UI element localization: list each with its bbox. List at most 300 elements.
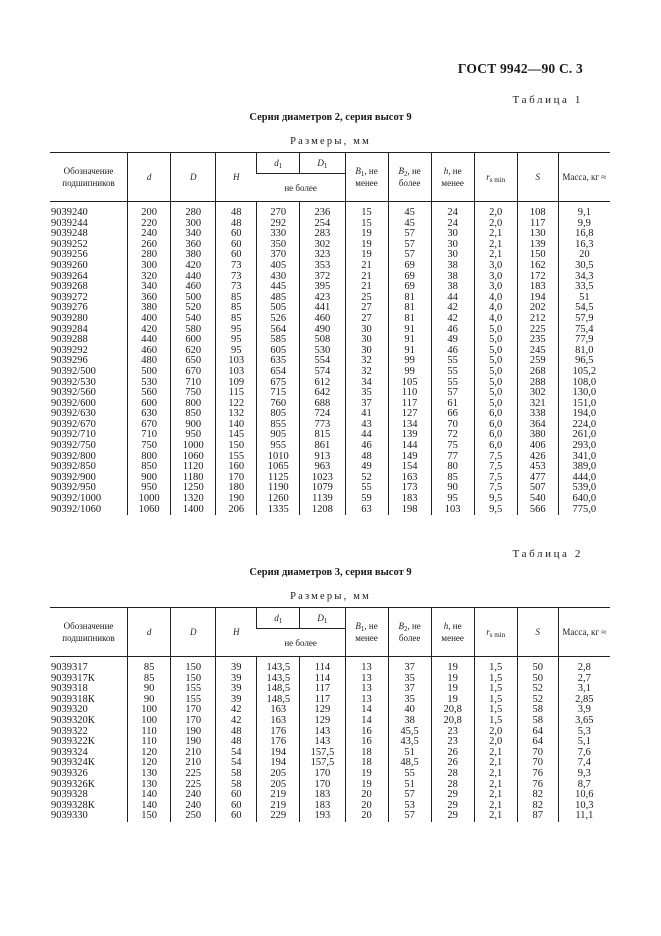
cell-D: 650	[171, 356, 216, 367]
cell-designation: 9039322К	[51, 736, 95, 748]
cell-h: 42	[431, 314, 474, 325]
cell-S: 338	[517, 409, 558, 420]
cell-D1: 236	[300, 208, 345, 219]
cell-d: 130	[128, 769, 171, 780]
cell-d: 630	[128, 409, 171, 420]
cell-B1: 21	[345, 282, 388, 293]
cell-B1: 27	[345, 314, 388, 325]
cell-designation: 90392/710	[51, 429, 96, 441]
cell-S: 150	[517, 250, 558, 261]
cell-D: 170	[171, 705, 216, 716]
cell-D1: 688	[300, 399, 345, 410]
cell-S: 406	[517, 441, 558, 452]
cell-S: 540	[517, 494, 558, 505]
cell-H: 122	[216, 399, 257, 410]
cell-d1: 148,5	[257, 684, 300, 695]
cell-mass: 81,0	[558, 346, 610, 357]
table-row	[50, 250, 610, 261]
cell-rs-min: 5,0	[474, 399, 517, 410]
header-H: H	[216, 608, 257, 657]
cell-d1: 229	[257, 811, 300, 822]
cell-B1: 30	[345, 335, 388, 346]
cell-h: 26	[431, 758, 474, 769]
header-B1: $B_1$, не менее	[345, 608, 388, 657]
cell-designation: 90392/530	[51, 376, 96, 388]
cell-H: 132	[216, 409, 257, 420]
cell-D1: 143	[300, 737, 345, 748]
table-row	[50, 505, 610, 516]
cell-rs-min: 7,5	[474, 473, 517, 484]
cell-h: 42	[431, 303, 474, 314]
cell-d: 150	[128, 811, 171, 822]
cell-mass: 51	[558, 293, 610, 304]
cell-B1: 19	[345, 780, 388, 791]
header-not-more: не более	[257, 629, 345, 657]
cell-H: 60	[216, 240, 257, 251]
cell-H: 58	[216, 780, 257, 791]
cell-D1: 283	[300, 229, 345, 240]
cell-designation: 9039240	[51, 207, 88, 218]
table-row	[50, 325, 610, 336]
cell-D1: 170	[300, 780, 345, 791]
cell-rs-min: 5,0	[474, 325, 517, 336]
table-row	[50, 409, 610, 420]
cell-D1: 114	[300, 674, 345, 685]
cell-mass: 11,1	[558, 811, 610, 822]
cell-B1: 37	[345, 399, 388, 410]
cell-S: 139	[517, 240, 558, 251]
cell-S: 58	[517, 716, 558, 727]
header-B2: $B_2$, не более	[388, 153, 431, 202]
cell-h: 20,8	[431, 716, 474, 727]
cell-B1: 16	[345, 737, 388, 748]
cell-h: 28	[431, 780, 474, 791]
cell-d1: 905	[257, 430, 300, 441]
cell-D: 190	[171, 727, 216, 738]
cell-h: 55	[431, 378, 474, 389]
table-row	[50, 716, 610, 727]
cell-rs-min: 2,1	[474, 811, 517, 822]
header-h: h, не менее	[431, 608, 474, 657]
cell-h: 55	[431, 356, 474, 367]
cell-rs-min: 2,1	[474, 769, 517, 780]
cell-S: 64	[517, 737, 558, 748]
cell-B1: 44	[345, 430, 388, 441]
cell-D: 155	[171, 684, 216, 695]
cell-d: 240	[128, 229, 171, 240]
cell-B1: 25	[345, 293, 388, 304]
cell-d: 110	[128, 727, 171, 738]
cell-mass: 9,3	[558, 769, 610, 780]
cell-designation: 9039320	[51, 704, 88, 716]
cell-B1: 63	[345, 505, 388, 516]
header-mass: Масса, кг ≈	[558, 608, 610, 657]
cell-S: 202	[517, 303, 558, 314]
cell-S: 108	[517, 208, 558, 219]
cell-d1: 194	[257, 758, 300, 769]
cell-rs-min: 7,5	[474, 483, 517, 494]
cell-H: 140	[216, 420, 257, 431]
header-d: d	[128, 153, 171, 202]
cell-H: 48	[216, 219, 257, 230]
cell-S: 52	[517, 684, 558, 695]
cell-S: 76	[517, 780, 558, 791]
cell-d: 420	[128, 325, 171, 336]
cell-S: 194	[517, 293, 558, 304]
cell-B1: 27	[345, 303, 388, 314]
cell-B1: 59	[345, 494, 388, 505]
cell-mass: 7,4	[558, 758, 610, 769]
cell-h: 19	[431, 695, 474, 706]
cell-designation: 9039280	[51, 312, 88, 324]
table-1-units: Размеры, мм	[290, 136, 371, 147]
cell-S: 212	[517, 314, 558, 325]
table-2	[50, 607, 610, 822]
cell-D1: 183	[300, 801, 345, 812]
cell-mass: 640,0	[558, 494, 610, 505]
cell-mass: 151,0	[558, 399, 610, 410]
cell-H: 48	[216, 208, 257, 219]
cell-d1: 143,5	[257, 663, 300, 674]
cell-D: 360	[171, 240, 216, 251]
table-row	[50, 335, 610, 346]
cell-mass: 8,7	[558, 780, 610, 791]
cell-d: 300	[128, 261, 171, 272]
cell-D1: 254	[300, 219, 345, 230]
cell-designation: 90392/600	[51, 397, 96, 409]
cell-B2: 99	[388, 356, 431, 367]
cell-rs-min: 2,1	[474, 780, 517, 791]
cell-D: 1060	[171, 452, 216, 463]
cell-S: 477	[517, 473, 558, 484]
cell-h: 20,8	[431, 705, 474, 716]
cell-B2: 57	[388, 811, 431, 822]
cell-S: 364	[517, 420, 558, 431]
cell-rs-min: 3,0	[474, 261, 517, 272]
table-row	[50, 790, 610, 801]
cell-d: 380	[128, 303, 171, 314]
cell-D: 710	[171, 378, 216, 389]
cell-rs-min: 2,1	[474, 229, 517, 240]
cell-B2: 91	[388, 346, 431, 357]
cell-designation: 9039330	[51, 810, 88, 822]
table-2-label: Таблица 2	[512, 548, 583, 560]
cell-D1: 1139	[300, 494, 345, 505]
cell-B2: 37	[388, 684, 431, 695]
cell-mass: 130,0	[558, 388, 610, 399]
cell-d1: 445	[257, 282, 300, 293]
cell-B2: 105	[388, 378, 431, 389]
cell-mass: 261,0	[558, 430, 610, 441]
cell-designation: 9039296	[51, 355, 88, 367]
cell-D1: 170	[300, 769, 345, 780]
cell-mass: 96,5	[558, 356, 610, 367]
cell-d1: 194	[257, 748, 300, 759]
cell-h: 70	[431, 420, 474, 431]
cell-B1: 19	[345, 240, 388, 251]
cell-rs-min: 3,0	[474, 272, 517, 283]
table-row	[50, 705, 610, 716]
cell-mass: 389,0	[558, 462, 610, 473]
cell-D: 600	[171, 335, 216, 346]
cell-B1: 48	[345, 452, 388, 463]
cell-mass: 108,0	[558, 378, 610, 389]
cell-D: 620	[171, 346, 216, 357]
table-row	[50, 811, 610, 822]
cell-h: 85	[431, 473, 474, 484]
cell-D1: 117	[300, 684, 345, 695]
table-1-series-title: Серия диаметров 2, серия высот 9	[249, 112, 412, 123]
cell-mass: 293,0	[558, 441, 610, 452]
cell-D1: 441	[300, 303, 345, 314]
table-row	[50, 399, 610, 410]
cell-mass: 5,1	[558, 737, 610, 748]
cell-mass: 444,0	[558, 473, 610, 484]
table-row	[50, 303, 610, 314]
cell-D1: 183	[300, 790, 345, 801]
cell-H: 39	[216, 695, 257, 706]
cell-d1: 176	[257, 737, 300, 748]
cell-D: 520	[171, 303, 216, 314]
cell-designation: 90392/500	[51, 365, 96, 377]
header-S: S	[517, 608, 558, 657]
cell-rs-min: 1,5	[474, 674, 517, 685]
table-row	[50, 727, 610, 738]
cell-B1: 21	[345, 272, 388, 283]
cell-d1: 805	[257, 409, 300, 420]
cell-mass: 9,1	[558, 208, 610, 219]
cell-d1: 330	[257, 229, 300, 240]
cell-d: 200	[128, 208, 171, 219]
cell-rs-min: 4,0	[474, 314, 517, 325]
cell-B2: 48,5	[388, 758, 431, 769]
cell-mass: 341,0	[558, 452, 610, 463]
cell-H: 85	[216, 314, 257, 325]
cell-H: 60	[216, 801, 257, 812]
cell-d1: 526	[257, 314, 300, 325]
cell-H: 95	[216, 335, 257, 346]
cell-designation: 9039320К	[51, 714, 95, 726]
cell-H: 54	[216, 748, 257, 759]
cell-mass: 105,2	[558, 367, 610, 378]
cell-D1: 323	[300, 250, 345, 261]
cell-D: 155	[171, 695, 216, 706]
cell-rs-min: 2,0	[474, 737, 517, 748]
cell-designation: 9039268	[51, 281, 88, 293]
table-row	[50, 769, 610, 780]
cell-D1: 861	[300, 441, 345, 452]
cell-mass: 3,65	[558, 716, 610, 727]
cell-B2: 43,5	[388, 737, 431, 748]
cell-mass: 194,0	[558, 409, 610, 420]
cell-d1: 163	[257, 716, 300, 727]
cell-designation: 9039256	[51, 249, 88, 261]
cell-B1: 55	[345, 483, 388, 494]
table-1-body	[50, 202, 610, 516]
cell-B1: 19	[345, 250, 388, 261]
header-designation: Обозначение подшипников	[50, 608, 128, 657]
cell-D1: 913	[300, 452, 345, 463]
cell-B2: 55	[388, 769, 431, 780]
cell-rs-min: 1,5	[474, 716, 517, 727]
cell-d1: 205	[257, 780, 300, 791]
cell-d: 400	[128, 314, 171, 325]
cell-d1: 585	[257, 335, 300, 346]
cell-H: 48	[216, 737, 257, 748]
cell-h: 30	[431, 229, 474, 240]
cell-D: 210	[171, 758, 216, 769]
cell-d1: 270	[257, 208, 300, 219]
header-B1: $B_1$, не менее	[345, 153, 388, 202]
header-D1: $D_1$	[300, 608, 345, 629]
cell-d1: 205	[257, 769, 300, 780]
table-row	[50, 758, 610, 769]
cell-B2: 69	[388, 272, 431, 283]
cell-S: 82	[517, 790, 558, 801]
cell-D: 1400	[171, 505, 216, 516]
cell-rs-min: 6,0	[474, 441, 517, 452]
cell-designation: 9039326	[51, 767, 88, 779]
cell-designation: 9039324К	[51, 757, 95, 769]
cell-rs-min: 2,0	[474, 208, 517, 219]
cell-h: 26	[431, 748, 474, 759]
header-rs-min: $r_{s min}$	[474, 153, 517, 202]
cell-B1: 49	[345, 462, 388, 473]
cell-H: 85	[216, 293, 257, 304]
cell-D: 300	[171, 219, 216, 230]
cell-mass: 20	[558, 250, 610, 261]
table-2-series-title: Серия диаметров 3, серия высот 9	[249, 567, 412, 578]
cell-d1: 1065	[257, 462, 300, 473]
cell-D: 170	[171, 716, 216, 727]
cell-designation: 90392/670	[51, 418, 96, 430]
table-1-label: Таблица 1	[512, 94, 583, 106]
cell-h: 28	[431, 769, 474, 780]
cell-rs-min: 2,1	[474, 240, 517, 251]
cell-designation: 9039264	[51, 270, 88, 282]
cell-designation: 9039318К	[51, 693, 95, 705]
cell-B1: 14	[345, 716, 388, 727]
cell-B2: 51	[388, 780, 431, 791]
cell-D: 225	[171, 780, 216, 791]
cell-h: 44	[431, 293, 474, 304]
cell-D1: 157,5	[300, 758, 345, 769]
cell-B1: 15	[345, 219, 388, 230]
cell-S: 76	[517, 769, 558, 780]
cell-designation: 90392/1000	[51, 493, 102, 505]
cell-d1: 148,5	[257, 695, 300, 706]
table-row	[50, 272, 610, 283]
cell-h: 55	[431, 367, 474, 378]
cell-D1: 773	[300, 420, 345, 431]
cell-d1: 370	[257, 250, 300, 261]
header-H: H	[216, 153, 257, 202]
cell-d1: 292	[257, 219, 300, 230]
cell-B2: 183	[388, 494, 431, 505]
cell-designation: 90392/850	[51, 461, 96, 473]
cell-D: 190	[171, 737, 216, 748]
cell-rs-min: 2,0	[474, 219, 517, 230]
cell-h: 30	[431, 250, 474, 261]
cell-B1: 46	[345, 441, 388, 452]
header-d1: $d_1$	[257, 153, 300, 174]
cell-designation: 9039326К	[51, 778, 95, 790]
cell-D1: 508	[300, 335, 345, 346]
cell-D1: 1208	[300, 505, 345, 516]
cell-rs-min: 9,5	[474, 505, 517, 516]
cell-H: 150	[216, 441, 257, 452]
cell-B2: 57	[388, 229, 431, 240]
cell-rs-min: 5,0	[474, 367, 517, 378]
cell-B1: 20	[345, 801, 388, 812]
cell-B2: 35	[388, 695, 431, 706]
cell-rs-min: 4,0	[474, 293, 517, 304]
cell-d: 460	[128, 346, 171, 357]
cell-B2: 35	[388, 674, 431, 685]
cell-mass: 2,7	[558, 674, 610, 685]
cell-S: 50	[517, 674, 558, 685]
cell-mass: 9,9	[558, 219, 610, 230]
cell-designation: 9039322	[51, 725, 88, 737]
cell-rs-min: 2,1	[474, 250, 517, 261]
cell-rs-min: 6,0	[474, 430, 517, 441]
cell-S: 87	[517, 811, 558, 822]
cell-B2: 173	[388, 483, 431, 494]
header-D1: $D_1$	[300, 153, 345, 174]
cell-B2: 163	[388, 473, 431, 484]
cell-rs-min: 4,0	[474, 303, 517, 314]
cell-D: 950	[171, 430, 216, 441]
cell-B2: 81	[388, 293, 431, 304]
table-row	[50, 293, 610, 304]
cell-H: 170	[216, 473, 257, 484]
cell-D: 150	[171, 674, 216, 685]
cell-mass: 57,9	[558, 314, 610, 325]
cell-rs-min: 5,0	[474, 388, 517, 399]
cell-B1: 32	[345, 356, 388, 367]
cell-H: 39	[216, 663, 257, 674]
cell-designation: 90392/950	[51, 482, 96, 494]
cell-h: 19	[431, 684, 474, 695]
cell-H: 73	[216, 261, 257, 272]
cell-d: 670	[128, 420, 171, 431]
cell-d1: 855	[257, 420, 300, 431]
cell-H: 73	[216, 272, 257, 283]
cell-H: 42	[216, 716, 257, 727]
cell-d: 800	[128, 452, 171, 463]
cell-B1: 13	[345, 674, 388, 685]
cell-d: 130	[128, 780, 171, 791]
cell-d1: 219	[257, 790, 300, 801]
cell-h: 29	[431, 811, 474, 822]
cell-mass: 54,5	[558, 303, 610, 314]
cell-B1: 34	[345, 378, 388, 389]
cell-B2: 117	[388, 399, 431, 410]
cell-H: 190	[216, 494, 257, 505]
cell-B2: 198	[388, 505, 431, 516]
cell-rs-min: 1,5	[474, 695, 517, 706]
cell-d: 85	[128, 663, 171, 674]
cell-B2: 45	[388, 219, 431, 230]
cell-D1: 815	[300, 430, 345, 441]
table-row	[50, 801, 610, 812]
table-row	[50, 378, 610, 389]
cell-designation: 9039324	[51, 746, 88, 758]
cell-D1: 372	[300, 272, 345, 283]
cell-rs-min: 6,0	[474, 420, 517, 431]
cell-d1: 760	[257, 399, 300, 410]
cell-S: 52	[517, 695, 558, 706]
